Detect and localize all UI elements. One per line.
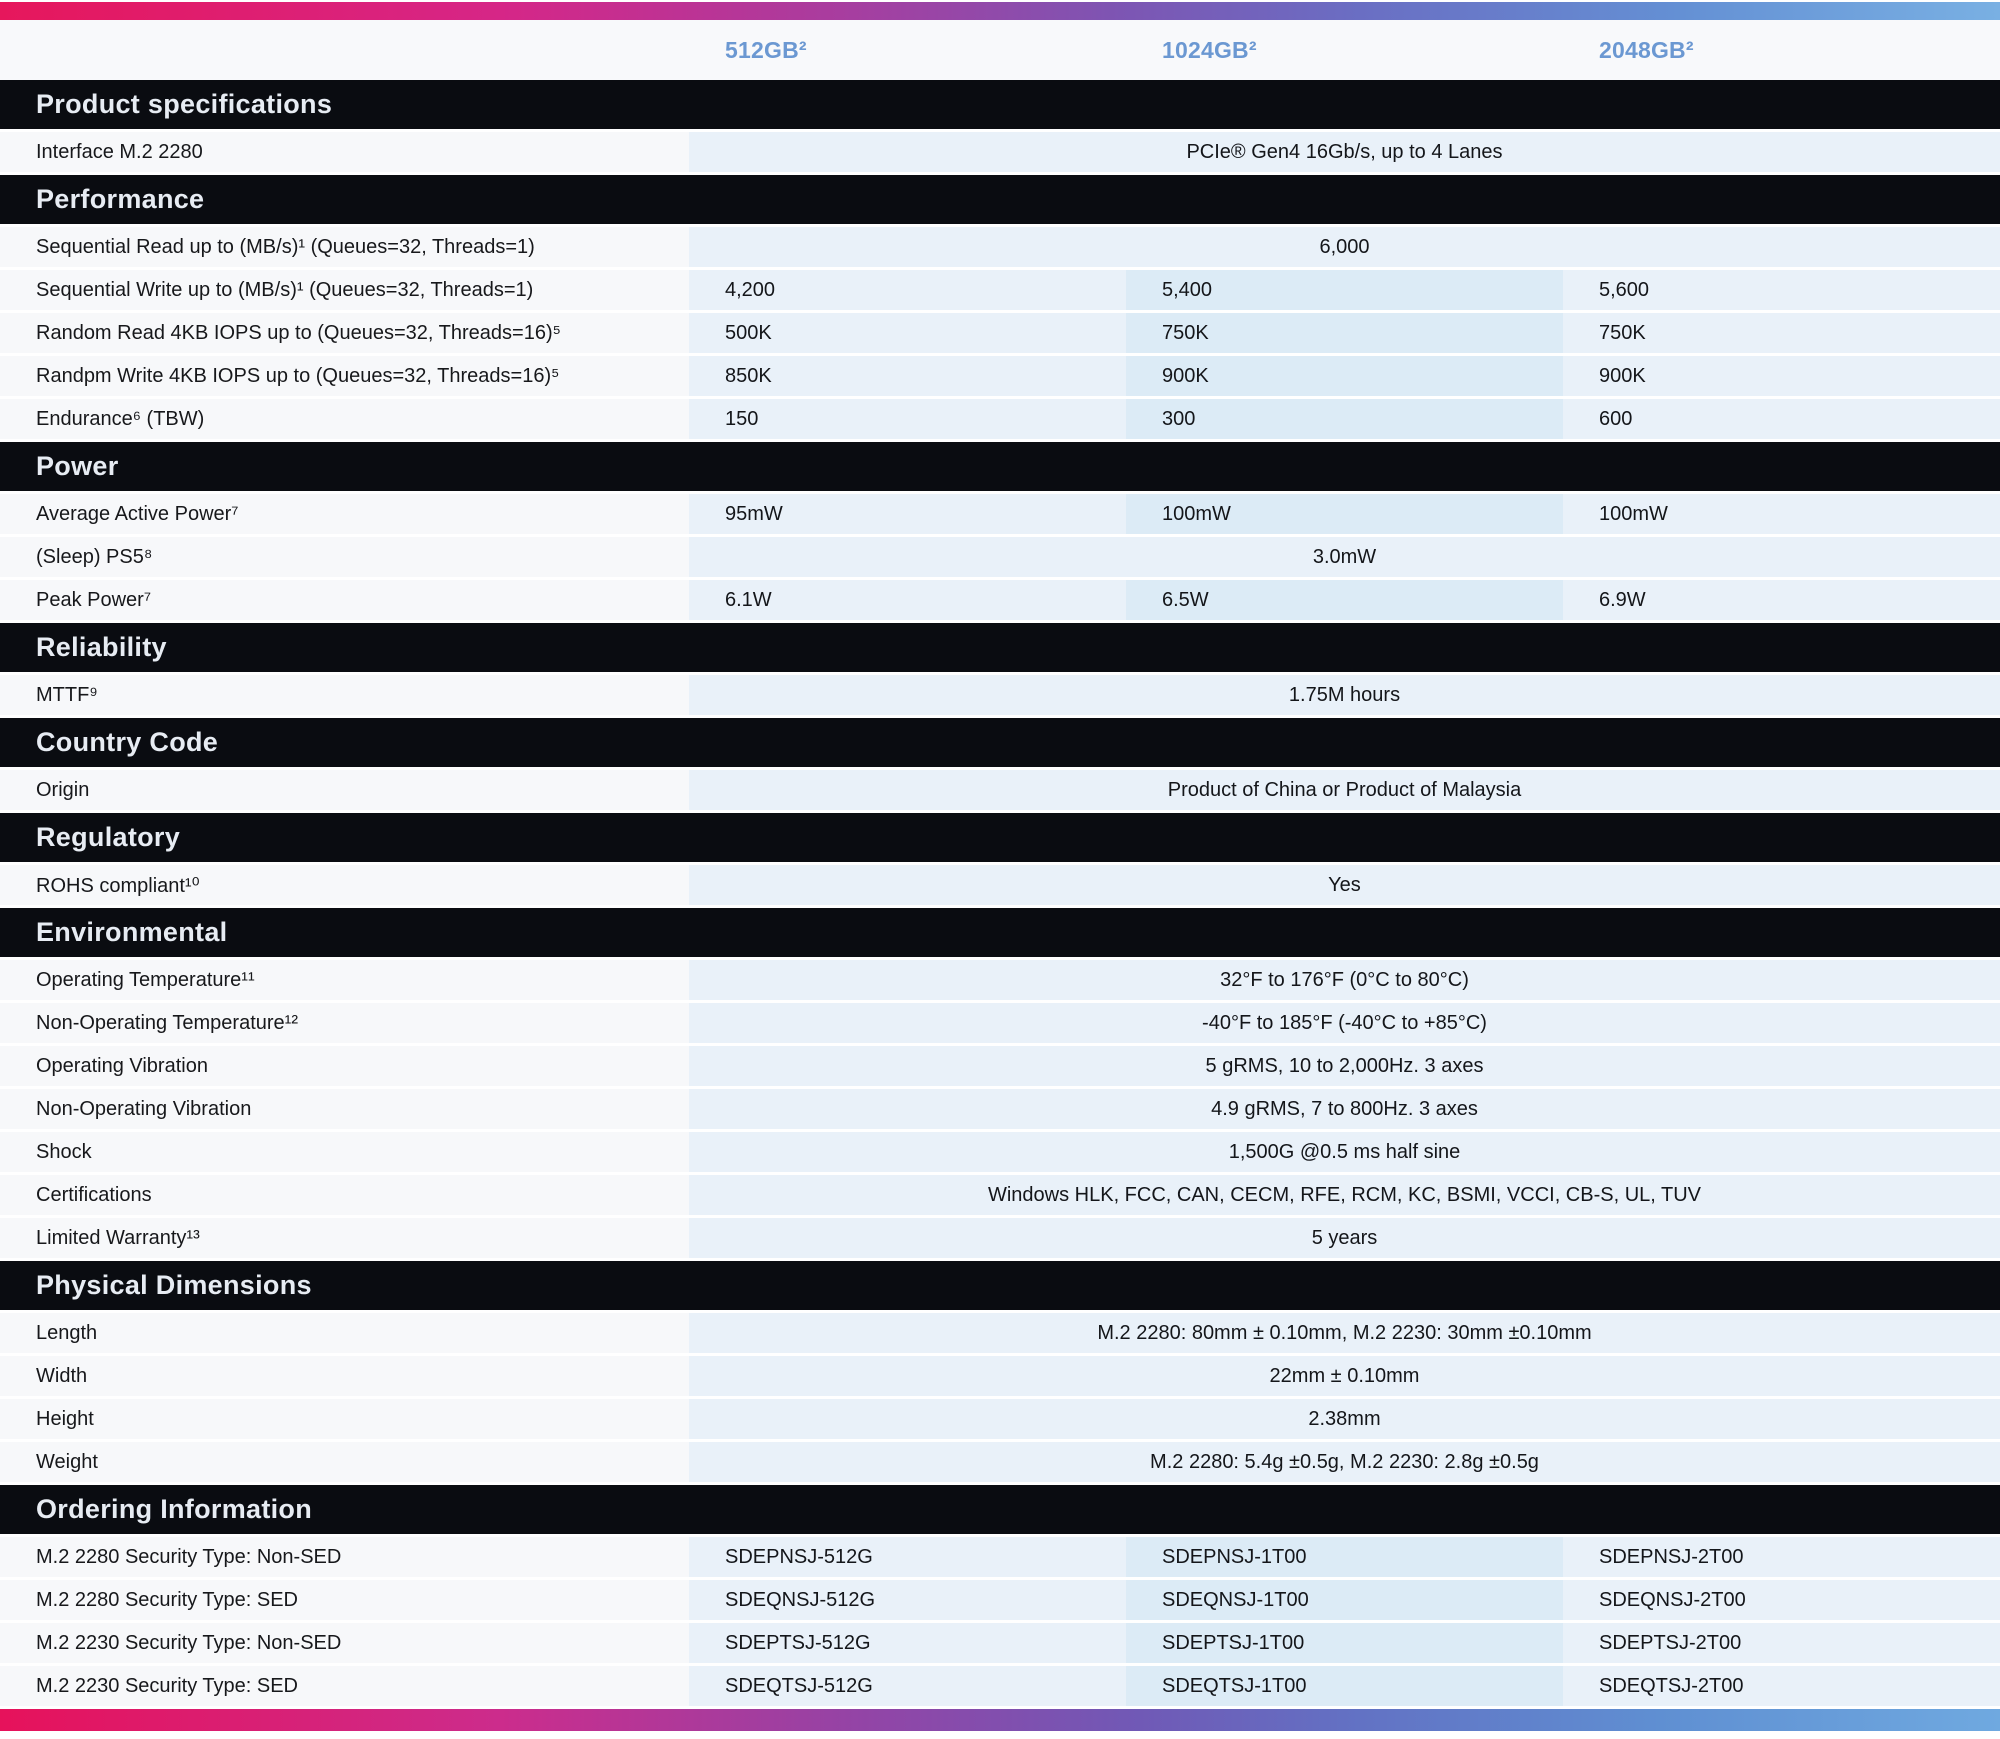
- row-label: Certifications: [0, 1175, 689, 1215]
- spec-row-sequential-read: [0, 227, 2000, 270]
- row-label: Peak Power⁷: [0, 580, 689, 620]
- spec-row-length: [0, 1313, 2000, 1356]
- spec-row-interface: [0, 132, 2000, 175]
- spec-row-order-2280-nonsed: [0, 1537, 2000, 1580]
- spec-row-height: [0, 1399, 2000, 1442]
- spec-row-weight: [0, 1442, 2000, 1485]
- row-values: [689, 356, 2000, 396]
- row-label: Non-Operating Temperature¹²: [0, 1003, 689, 1043]
- capacity-header-row: [0, 20, 2000, 80]
- row-value: 22mm ± 0.10mm: [689, 1356, 2000, 1396]
- row-values: [689, 1666, 2000, 1706]
- row-label: M.2 2230 Security Type: SED: [0, 1666, 689, 1706]
- row-label: (Sleep) PS5⁸: [0, 537, 689, 577]
- cell-2048gb: 6.9W: [1563, 580, 2000, 620]
- cell-512gb: SDEPTSJ-512G: [689, 1623, 1126, 1663]
- row-value: 32°F to 176°F (0°C to 80°C): [689, 960, 2000, 1000]
- spec-row-random-read: [0, 313, 2000, 356]
- row-value: 1,500G @0.5 ms half sine: [689, 1132, 2000, 1172]
- cell-1024gb: 750K: [1126, 313, 1563, 353]
- capacity-column-header-2048gb: 2048GB²: [1599, 36, 1694, 63]
- row-label: Shock: [0, 1132, 689, 1172]
- spec-row-limited-warranty: [0, 1218, 2000, 1261]
- row-label: M.2 2280 Security Type: SED: [0, 1580, 689, 1620]
- row-value: 5 gRMS, 10 to 2,000Hz. 3 axes: [689, 1046, 2000, 1086]
- row-label: Sequential Read up to (MB/s)¹ (Queues=32, Threads=1): [0, 227, 689, 267]
- cell-2048gb: SDEPNSJ-2T00: [1563, 1537, 2000, 1577]
- row-label: Length: [0, 1313, 689, 1353]
- row-values: [689, 1580, 2000, 1620]
- spec-row-operating-vibration: [0, 1046, 2000, 1089]
- spec-row-mttf: [0, 675, 2000, 718]
- top-gradient-bar: [0, 2, 2000, 20]
- spec-row-endurance: [0, 399, 2000, 442]
- row-value: 3.0mW: [689, 537, 2000, 577]
- header-spacer: [0, 20, 689, 80]
- spec-row-certifications: [0, 1175, 2000, 1218]
- spec-row-order-2230-sed: [0, 1666, 2000, 1709]
- spec-row-non-operating-temperature: [0, 1003, 2000, 1046]
- row-value: PCIe® Gen4 16Gb/s, up to 4 Lanes: [689, 132, 2000, 172]
- cell-2048gb: 600: [1563, 399, 2000, 439]
- section-header-performance: Performance: [0, 175, 2000, 227]
- row-value: M.2 2280: 80mm ± 0.10mm, M.2 2230: 30mm ±0.10mm: [689, 1313, 2000, 1353]
- capacity-column-header-1024gb: 1024GB²: [1162, 36, 1257, 63]
- section-header-regulatory: Regulatory: [0, 813, 2000, 865]
- row-label: Average Active Power⁷: [0, 494, 689, 534]
- cell-1024gb: 6.5W: [1126, 580, 1563, 620]
- cell-2048gb: SDEPTSJ-2T00: [1563, 1623, 2000, 1663]
- row-value: 6,000: [689, 227, 2000, 267]
- spec-row-order-2230-nonsed: [0, 1623, 2000, 1666]
- row-value: Windows HLK, FCC, CAN, CECM, RFE, RCM, KC, BSMI, VCCI, CB-S, UL, TUV: [689, 1175, 2000, 1215]
- section-header-physical-dimensions: Physical Dimensions: [0, 1261, 2000, 1313]
- cell-2048gb: 900K: [1563, 356, 2000, 396]
- cell-2048gb: 5,600: [1563, 270, 2000, 310]
- cell-1024gb: SDEPNSJ-1T00: [1126, 1537, 1563, 1577]
- capacity-column-header-512gb: 512GB²: [725, 36, 807, 63]
- row-values: [689, 270, 2000, 310]
- spec-row-sequential-write: [0, 270, 2000, 313]
- cell-1024gb: 5,400: [1126, 270, 1563, 310]
- row-value: 2.38mm: [689, 1399, 2000, 1439]
- row-label: M.2 2230 Security Type: Non-SED: [0, 1623, 689, 1663]
- row-label: Random Read 4KB IOPS up to (Queues=32, Threads=16)⁵: [0, 313, 689, 353]
- cell-1024gb: SDEQNSJ-1T00: [1126, 1580, 1563, 1620]
- row-values: [689, 1537, 2000, 1577]
- spec-row-operating-temperature: [0, 960, 2000, 1003]
- row-label: Weight: [0, 1442, 689, 1482]
- row-label: Interface M.2 2280: [0, 132, 689, 172]
- cell-1024gb: 300: [1126, 399, 1563, 439]
- row-label: Non-Operating Vibration: [0, 1089, 689, 1129]
- row-label: MTTF⁹: [0, 675, 689, 715]
- cell-512gb: 500K: [689, 313, 1126, 353]
- row-label: Sequential Write up to (MB/s)¹ (Queues=32, Threads=1): [0, 270, 689, 310]
- row-value: 1.75M hours: [689, 675, 2000, 715]
- cell-512gb: 150: [689, 399, 1126, 439]
- section-header-country-code: Country Code: [0, 718, 2000, 770]
- spec-row-random-write: [0, 356, 2000, 399]
- row-values: [689, 494, 2000, 534]
- cell-2048gb: SDEQTSJ-2T00: [1563, 1666, 2000, 1706]
- cell-512gb: SDEQNSJ-512G: [689, 1580, 1126, 1620]
- row-label: Operating Temperature¹¹: [0, 960, 689, 1000]
- row-value: 4.9 gRMS, 7 to 800Hz. 3 axes: [689, 1089, 2000, 1129]
- section-header-reliability: Reliability: [0, 623, 2000, 675]
- cell-1024gb: SDEQTSJ-1T00: [1126, 1666, 1563, 1706]
- bottom-gradient-bar: [0, 1709, 2000, 1731]
- row-label: Height: [0, 1399, 689, 1439]
- row-values: [689, 399, 2000, 439]
- spec-row-order-2280-sed: [0, 1580, 2000, 1623]
- cell-2048gb: 750K: [1563, 313, 2000, 353]
- spec-row-shock: [0, 1132, 2000, 1175]
- section-header-environmental: Environmental: [0, 908, 2000, 960]
- section-header-power: Power: [0, 442, 2000, 494]
- row-values: [689, 313, 2000, 353]
- row-value: -40°F to 185°F (-40°C to +85°C): [689, 1003, 2000, 1043]
- cell-512gb: 4,200: [689, 270, 1126, 310]
- cell-512gb: 850K: [689, 356, 1126, 396]
- cell-2048gb: SDEQNSJ-2T00: [1563, 1580, 2000, 1620]
- cell-512gb: SDEQTSJ-512G: [689, 1666, 1126, 1706]
- cell-1024gb: 100mW: [1126, 494, 1563, 534]
- spec-row-origin: [0, 770, 2000, 813]
- spec-row-sleep-power: [0, 537, 2000, 580]
- spec-row-average-active-power: [0, 494, 2000, 537]
- cell-512gb: 6.1W: [689, 580, 1126, 620]
- cell-512gb: SDEPNSJ-512G: [689, 1537, 1126, 1577]
- row-label: M.2 2280 Security Type: Non-SED: [0, 1537, 689, 1577]
- cell-2048gb: 100mW: [1563, 494, 2000, 534]
- cell-1024gb: 900K: [1126, 356, 1563, 396]
- cell-512gb: 95mW: [689, 494, 1126, 534]
- row-label: Endurance⁶ (TBW): [0, 399, 689, 439]
- row-label: Randpm Write 4KB IOPS up to (Queues=32, Threads=16)⁵: [0, 356, 689, 396]
- section-header-product-specifications: Product specifications: [0, 80, 2000, 132]
- row-values: [689, 1623, 2000, 1663]
- row-label: ROHS compliant¹⁰: [0, 865, 689, 905]
- row-values: [689, 580, 2000, 620]
- spec-row-width: [0, 1356, 2000, 1399]
- row-label: Origin: [0, 770, 689, 810]
- row-label: Operating Vibration: [0, 1046, 689, 1086]
- row-value: M.2 2280: 5.4g ±0.5g, M.2 2230: 2.8g ±0.5g: [689, 1442, 2000, 1482]
- row-label: Limited Warranty¹³: [0, 1218, 689, 1258]
- section-header-ordering-information: Ordering Information: [0, 1485, 2000, 1537]
- row-label: Width: [0, 1356, 689, 1396]
- cell-1024gb: SDEPTSJ-1T00: [1126, 1623, 1563, 1663]
- row-value: Product of China or Product of Malaysia: [689, 770, 2000, 810]
- spec-row-non-operating-vibration: [0, 1089, 2000, 1132]
- spec-row-rohs: [0, 865, 2000, 908]
- row-value: Yes: [689, 865, 2000, 905]
- row-value: 5 years: [689, 1218, 2000, 1258]
- spec-row-peak-power: [0, 580, 2000, 623]
